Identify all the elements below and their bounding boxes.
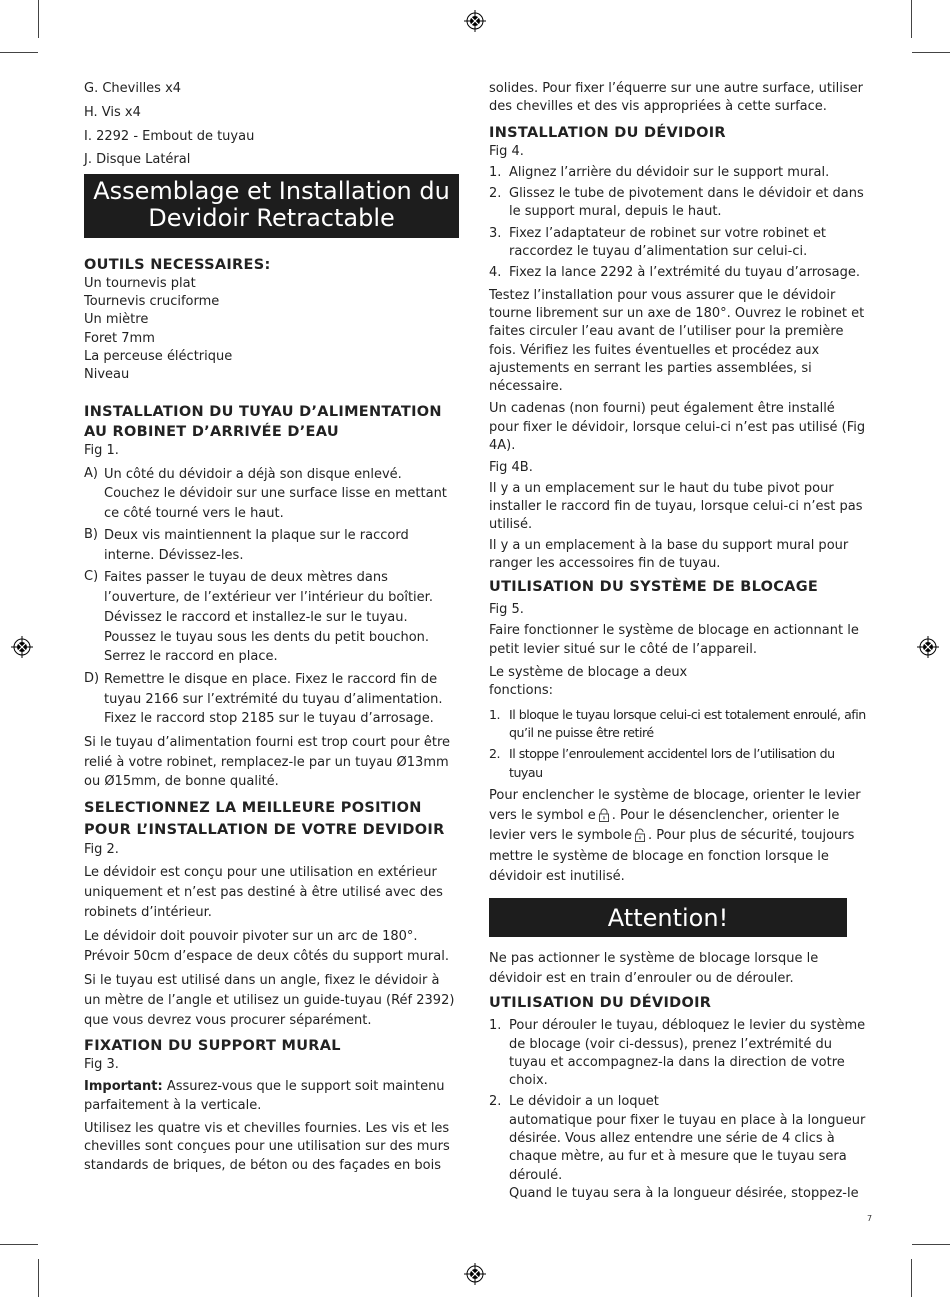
list-item xyxy=(489,225,867,262)
important-text: Assurez-vous que le support soit maintenu parfaitement à la verticale. xyxy=(84,1079,445,1113)
list-item xyxy=(84,568,459,667)
figure-ref: Fig 3. xyxy=(84,1057,119,1073)
parts-item: G. Chevilles x4 xyxy=(84,81,182,96)
list-item xyxy=(84,465,459,524)
paragraph-text: Pour enclencher le système de blocage, orienter le levier vers le symbol e xyxy=(489,787,861,824)
list-marker: 2. xyxy=(489,186,502,202)
paragraph-text: . Pour le désenclencher, orienter le levier vers le symbole xyxy=(489,808,840,844)
figure-ref: Fig 5. xyxy=(489,602,524,618)
tools-item: Un miètre xyxy=(84,312,149,328)
list-text: Il bloque le tuyau lorsque celui-ci est totalement enroulé, afin qu’il ne puisse être retiré xyxy=(509,706,866,740)
list-marker: A) xyxy=(84,465,98,481)
figure-ref: Fig 2. xyxy=(84,842,119,858)
registration-mark-icon xyxy=(917,636,939,658)
page-number: 7 xyxy=(867,1214,873,1223)
list-item xyxy=(489,185,867,222)
paragraph xyxy=(84,1078,459,1115)
list-item xyxy=(84,526,459,565)
lock-closed-icon xyxy=(598,808,610,822)
section-heading: FIXATION DU SUPPORT MURAL xyxy=(84,1038,341,1055)
crop-mark xyxy=(38,0,39,38)
banner-line: Devidoir Retractable xyxy=(148,203,395,232)
lock-open-icon xyxy=(634,828,646,842)
list-text: Pour dérouler le tuyau, débloquez le levier du système de blocage (voir ci-dessus), prenez l’extrémité du tuyau et accompagnez-la dans la direction de votre choix. xyxy=(509,1018,866,1089)
list-item xyxy=(489,264,867,282)
section-heading: INSTALLATION DU TUYAU D’ALIMENTATION AU ROBINET D’ARRIVÉE D’EAU xyxy=(84,404,442,441)
list-marker: 4. xyxy=(489,265,502,281)
list-item xyxy=(489,706,867,743)
attention-banner: Attention! xyxy=(489,898,847,937)
section-heading: SELECTIONNEZ LA MEILLEURE POSITION POUR L’INSTALLATION DE VOTRE DEVIDOIR xyxy=(84,800,445,839)
list-marker: D) xyxy=(84,671,100,687)
section-heading: UTILISATION DU SYSTÈME DE BLOCAGE xyxy=(489,579,819,596)
list-text: Fixez l’adaptateur de robinet sur votre robinet et raccordez le tuyau d’alimentation sur celui-ci. xyxy=(509,225,827,260)
section-heading: INSTALLATION DU DÉVIDOIR xyxy=(489,124,726,141)
section-heading: UTILISATION DU DÉVIDOIR xyxy=(489,995,712,1012)
tools-item: Tournevis cruciforme xyxy=(84,293,220,309)
list-marker: 2. xyxy=(489,746,501,762)
tools-item: Foret 7mm xyxy=(84,330,155,346)
paragraph: Le dévidoir doit pouvoir pivoter sur un arc de 180°. Prévoir 50cm d’espace de deux côtés du support mural. xyxy=(84,929,449,964)
tools-heading: OUTILS NECESSAIRES: xyxy=(84,256,271,273)
paragraph: solides. Pour fixer l’équerre sur une autre surface, utiliser des chevilles et des vis appropriées à cette surface. xyxy=(489,81,863,115)
list-text: Fixez la lance 2292 à l’extrémité du tuyau d’arrosage. xyxy=(509,265,860,281)
left-column xyxy=(84,80,459,1175)
paragraph: Si le tuyau est utilisé dans un angle, fixez le dévidoir à un mètre de l’angle et utilisez un guide-tuyau (Réf 2392) que vous devrez vous procurer séparément. xyxy=(84,973,455,1028)
registration-mark-icon xyxy=(464,1263,486,1285)
list-marker: 1. xyxy=(489,1018,502,1034)
list-text: Alignez l’arrière du dévidoir sur le support mural. xyxy=(509,164,830,180)
tools-item: La perceuse éléctrique xyxy=(84,348,233,364)
list-text: Quand le tuyau sera à la longueur désirée, stoppez-le xyxy=(509,1185,859,1201)
paragraph: Il y a un emplacement sur le haut du tube pivot pour installer le raccord fin de tuyau, lorsque celui-ci n’est pas utilisé. xyxy=(489,480,863,533)
figure-ref: Fig 4. xyxy=(489,143,524,159)
paragraph: Ne pas actionner le système de blocage lorsque le dévidoir est en train d’enrouler ou de dérouler. xyxy=(489,951,819,986)
paragraph-line: Le système de blocage a deux xyxy=(489,665,688,681)
parts-item: H. Vis x4 xyxy=(84,104,141,120)
paragraph-line: fonctions: xyxy=(489,683,553,699)
tools-list xyxy=(84,275,459,385)
list-marker: 1. xyxy=(489,164,502,180)
right-column xyxy=(489,80,867,1203)
paragraph: Un cadenas (non fourni) peut également être installé pour fixer le dévidoir, lorsque celui-ci n’est pas utilisé (Fig 4A). xyxy=(489,401,866,454)
paragraph xyxy=(489,664,867,701)
parts-item: J. Disque Latéral xyxy=(84,152,191,168)
figure-ref: Fig 4B. xyxy=(489,460,533,476)
list-text: Le dévidoir a un loquet xyxy=(509,1094,659,1110)
crop-mark xyxy=(0,1244,38,1245)
paragraph: Faire fonctionner le système de blocage en actionnant le petit levier situé sur le côté de l’appareil. xyxy=(489,623,859,657)
paragraph: Le dévidoir est conçu pour une utilisation en extérieur uniquement et n’est pas destiné à être utilisé avec des robinets d’intérieur. xyxy=(84,865,443,920)
paragraph-text: . Pour plus de sécurité, toujours mettre le système de blocage en fonction lorsque le dévidoir est inutilisé. xyxy=(489,828,855,884)
figure-ref: Fig 1. xyxy=(84,443,119,459)
paragraph xyxy=(489,786,867,887)
list-marker: B) xyxy=(84,527,98,543)
list-text: Faites passer le tuyau de deux mètres dans l’ouverture, de l’extérieur ver l’intérieur du boîtier. Dévissez le raccord et installez-le sur le tuyau. Poussez le tuyau sous les dents du petit bouchon. Serrez le raccord en place. xyxy=(104,570,433,665)
registration-mark-icon xyxy=(11,636,33,658)
list-text: Deux vis maintiennent la plaque sur le raccord interne. Dévissez-les. xyxy=(104,528,409,563)
important-label: Important: xyxy=(84,1079,163,1095)
list-text: Glissez le tube de pivotement dans le dévidoir et dans le support mural, depuis le haut. xyxy=(509,186,864,220)
paragraph: Si le tuyau d’alimentation fourni est trop court pour être relié à votre robinet, remplacez-le par un tuyau Ø13mm ou Ø15mm, de bonne qualité. xyxy=(84,734,451,790)
list-item xyxy=(489,1093,867,1203)
list-text: automatique pour fixer le tuyau en place à la longueur désirée. Vous allez entendre une série de 4 clics à chaque mètre, au fur et à mesure que le tuyau sera déroulé. xyxy=(509,1112,866,1183)
crop-mark xyxy=(911,0,912,38)
list-text: Un côté du dévidoir a déjà son disque enlevé. Couchez le dévidoir sur une surface lisse en mettant ce côté tourné vers le haut. xyxy=(104,466,447,521)
crop-mark xyxy=(911,1259,912,1297)
list-text: Remettre le disque en place. Fixez le raccord fin de tuyau 2166 sur l’extrémité du tuyau d’alimentation. Fixez le raccord stop 2185 sur le tuyau d’arrosage. xyxy=(104,672,443,727)
crop-mark xyxy=(0,52,38,53)
registration-mark-icon xyxy=(464,10,486,32)
paragraph: Il y a un emplacement à la base du support mural pour ranger les accessoires fin de tuyau. xyxy=(489,537,849,571)
parts-item: I. 2292 - Embout de tuyau xyxy=(84,128,255,144)
list-item xyxy=(84,670,459,729)
section-banner xyxy=(84,174,459,238)
list-marker: 1. xyxy=(489,706,501,722)
list-text: Il stoppe l’enroulement accidentel lors de l’utilisation du tuyau xyxy=(509,746,835,780)
tools-item: Niveau xyxy=(84,367,130,383)
crop-mark xyxy=(912,1244,950,1245)
list-item xyxy=(489,745,867,782)
list-marker: C) xyxy=(84,569,99,585)
list-item xyxy=(489,164,867,182)
tools-item: Un tournevis plat xyxy=(84,275,196,291)
paragraph: Utilisez les quatre vis et chevilles fournies. Les vis et les chevilles sont conçues pour une utilisation sur des murs standards de briques, de béton ou des façades en bois xyxy=(84,1121,450,1173)
list-marker: 3. xyxy=(489,225,502,241)
list-item xyxy=(489,1017,867,1090)
crop-mark xyxy=(912,52,950,53)
banner-line: Assemblage et Installation du xyxy=(93,176,450,205)
crop-mark xyxy=(38,1259,39,1297)
paragraph: Testez l’installation pour vous assurer que le dévidoir tourne librement sur un axe de 180°. Ouvrez le robinet et faites circuler l’eau avant de l’utiliser pour la première fois. Vérifiez les fuites éventuelles et procédez aux ajustements en serrant les parties assemblées, si nécessaire. xyxy=(489,287,865,395)
list-marker: 2. xyxy=(489,1094,502,1110)
